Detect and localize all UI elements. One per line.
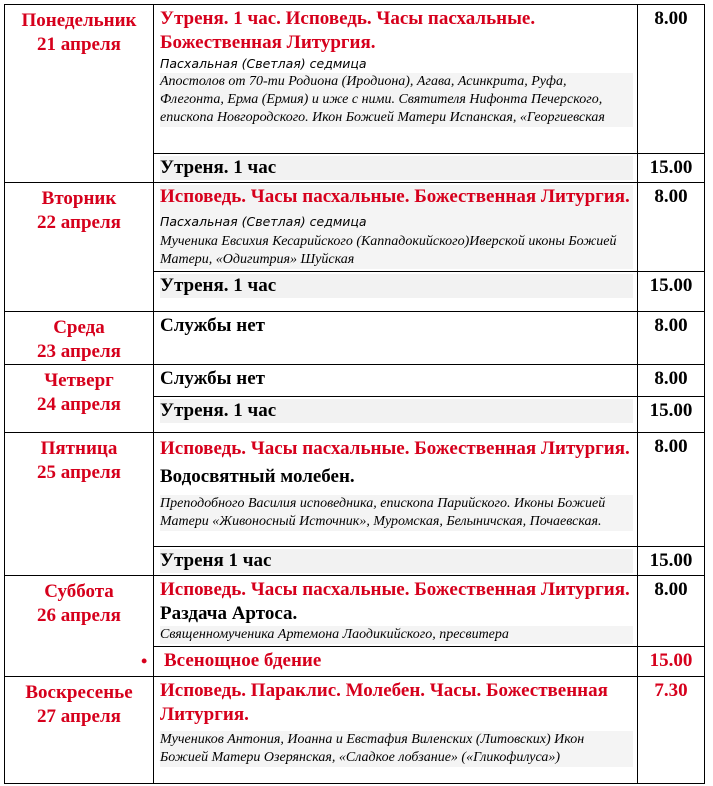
week-note: Пасхальная (Светлая) седмица <box>160 214 367 229</box>
service-cell <box>141 647 638 677</box>
day-cell <box>5 365 154 433</box>
service-title-wrap <box>160 435 633 491</box>
day-cell <box>5 183 154 312</box>
saints-note: Преподобного Василия исповедника, епископа Парийского. Иконы Божией Матери «Живоносный Источник», Муромская, Белыничская, Почаевская. <box>160 495 633 531</box>
bullet-icon: • <box>141 651 148 671</box>
day-date: 25 апреля <box>37 462 121 483</box>
service-title: Исповедь. Часы пасхальные. Божественная Литургия. <box>160 186 630 207</box>
service-time: 15.00 <box>638 154 705 183</box>
saints-note: Мучеников Антония, Иоанна и Евстафия Виленских (Литовских) Икон Божией Матери Озерянская, «Сладкое лобзание» («Гликофилуса») <box>160 731 633 767</box>
service-cell <box>154 272 638 312</box>
week-note: Пасхальная (Светлая) седмица <box>160 56 367 71</box>
service-extra: Раздача Артоса. <box>160 603 298 624</box>
day-name: Суббота <box>44 581 114 602</box>
day-name: Вторник <box>41 188 117 209</box>
service-extra: Водосвятный молебен. <box>160 466 355 487</box>
service-time: 8.00 <box>638 433 705 547</box>
day-date: 22 апреля <box>37 212 121 233</box>
schedule-row-monday <box>5 5 705 154</box>
service-time: 8.00 <box>638 5 705 154</box>
day-cell <box>5 5 154 183</box>
saints-note: Мученика Евсихия Кесарийского (Каппадокийского)Иверской иконы Божией Матери, «Одигитрия» Шуйская <box>160 233 633 269</box>
service-cell <box>154 576 638 647</box>
service-time: 15.00 <box>638 272 705 312</box>
day-date: 26 апреля <box>37 605 121 626</box>
service-title: Всенощное бдение <box>164 650 322 671</box>
service-cell <box>154 677 638 784</box>
service-title-wrap <box>141 649 633 673</box>
schedule-table <box>4 4 705 784</box>
day-cell <box>5 677 154 784</box>
schedule-row-sunday <box>5 677 705 784</box>
service-title: Утреня. 1 час <box>160 399 633 423</box>
day-name: Пятница <box>40 438 118 459</box>
service-cell <box>154 5 638 154</box>
service-title: Утреня. 1 час <box>160 156 633 180</box>
service-cell <box>154 433 638 547</box>
schedule-row-saturday <box>5 576 705 647</box>
service-title-wrap <box>160 578 633 626</box>
day-date: 21 апреля <box>37 34 121 55</box>
day-date: 27 апреля <box>37 706 121 727</box>
service-cell <box>154 312 638 365</box>
day-name: Среда <box>53 317 105 338</box>
day-name: Воскресенье <box>25 682 133 703</box>
service-time: 8.00 <box>638 183 705 272</box>
service-time: 8.00 <box>638 312 705 365</box>
service-time: 8.00 <box>638 576 705 647</box>
day-cell <box>5 312 154 365</box>
service-time: 8.00 <box>638 365 705 397</box>
day-cell <box>5 433 154 576</box>
day-cell <box>5 576 154 677</box>
saints-note: Апостолов от 70-ти Родиона (Иродиона), Агава, Асинкрита, Руфа, Флегонта, Ерма (Ермия) и иже с ними. Святителя Нифонта Печерского, епископа Новгородского. Икон Божией Матери Испанская, «Георгиевская <box>160 73 633 127</box>
service-title: Утреня. 1 час <box>160 274 633 298</box>
service-cell <box>154 154 638 183</box>
day-date: 23 апреля <box>37 341 121 362</box>
service-cell <box>154 397 638 433</box>
schedule-row-friday <box>5 433 705 547</box>
service-cell <box>154 365 638 397</box>
day-date: 24 апреля <box>37 394 121 415</box>
service-title-wrap <box>160 185 633 233</box>
service-cell <box>154 547 638 576</box>
day-name: Понедельник <box>21 10 137 31</box>
day-name: Четверг <box>44 370 114 391</box>
service-title: Утреня. 1 час. Исповедь. Часы пасхальные. Божественная Литургия. <box>160 8 536 53</box>
service-time: 15.00 <box>638 397 705 433</box>
service-cell <box>154 183 638 272</box>
service-time: 7.30 <box>638 677 705 784</box>
schedule-row-wednesday <box>5 312 705 365</box>
schedule-row-tuesday <box>5 183 705 272</box>
service-time: 15.00 <box>638 547 705 576</box>
schedule-row-thursday <box>5 365 705 397</box>
service-title: Исповедь. Часы пасхальные. Божественная Литургия. <box>160 579 630 600</box>
service-title: Исповедь. Часы пасхальные. Божественная Литургия. <box>160 438 630 459</box>
service-title: Службы нет <box>160 368 265 389</box>
service-title: Службы нет <box>160 315 265 336</box>
service-time: 15.00 <box>638 647 705 677</box>
saints-note: Священномученика Артемона Лаодикийского, пресвитера <box>160 626 633 644</box>
service-title: Исповедь. Параклис. Молебен. Часы. Божественная Литургия. <box>160 680 608 725</box>
service-title: Утреня 1 час <box>160 549 633 573</box>
